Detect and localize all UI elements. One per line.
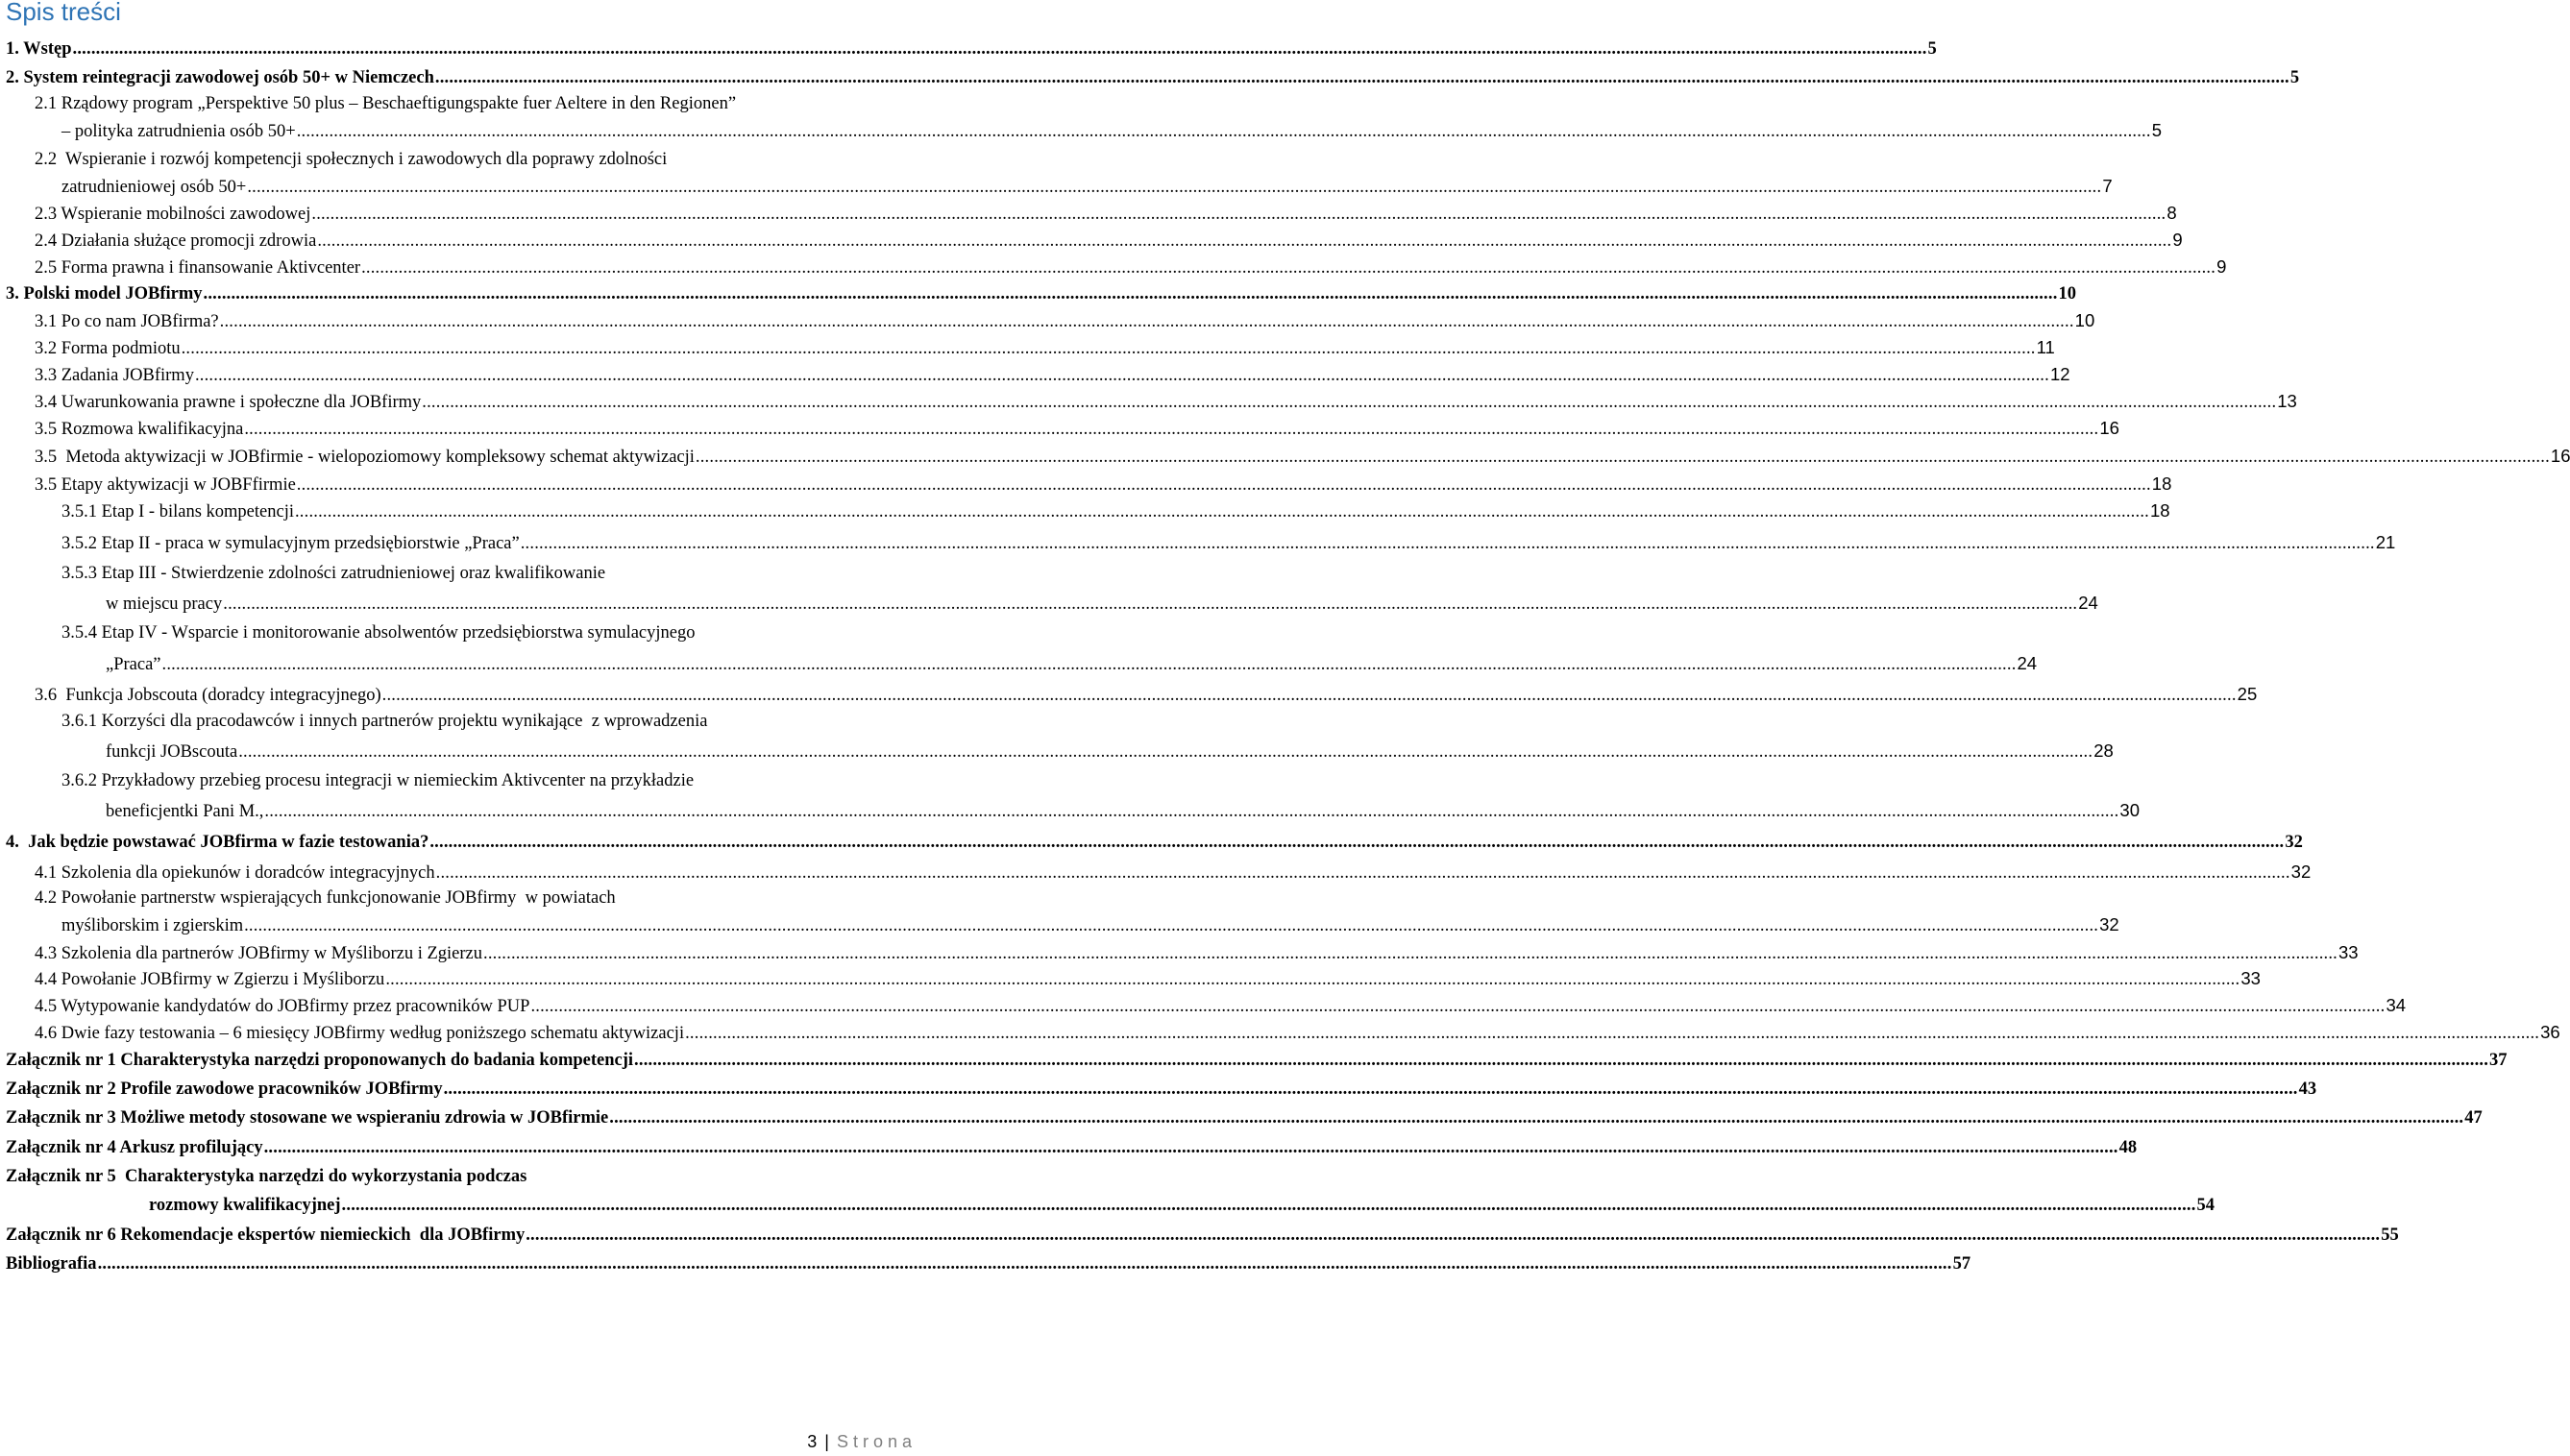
toc-entry[interactable] [106,798,2140,824]
toc-dot-leader: ................................................................................................................................................................................................................................................................................................................................................................................................................ [203,284,2058,303]
toc-dot-leader: ................................................................................................................................................................................................................................................................................................................................................................................................................ [609,1108,2464,1128]
toc-entry-page: 10 [2074,310,2095,330]
toc-entry[interactable] [6,830,2303,855]
toc-entry[interactable] [61,561,605,586]
toc-entry[interactable] [35,860,2312,886]
toc-entry[interactable] [6,281,2077,306]
toc-dot-leader: ................................................................................................................................................................................................................................................................................................................................................................................................................ [483,944,2337,963]
toc-entry-page: 5 [1927,39,1937,59]
toc-dot-leader: ................................................................................................................................................................................................................................................................................................................................................................................................................ [311,205,2166,224]
toc-entry-title: 4. Jak będzie powstawać JOBfirma w fazie testowania? [6,833,429,852]
toc-entry-title: 4.1 Szkolenia dla opiekunów i doradców integracyjnych [35,863,435,883]
toc-entry[interactable] [6,1164,526,1189]
toc-dot-leader: ................................................................................................................................................................................................................................................................................................................................................................................................................ [244,916,2099,935]
toc-entry-title: 2.5 Forma prawna i finansowanie Aktivcenter [35,258,361,278]
toc-entry-title: Załącznik nr 3 Możliwe metody stosowane we wspieraniu zdrowia w JOBfirmie [6,1108,609,1128]
toc-entry-title: beneficjentki Pani M., [106,802,264,821]
toc-dot-leader: ................................................................................................................................................................................................................................................................................................................................................................................................................ [434,68,2289,87]
toc-entry-title: 3.1 Po co nam JOBfirma? [35,312,219,331]
toc-dot-leader: ................................................................................................................................................................................................................................................................................................................................................................................................................ [244,420,2099,439]
toc-dot-leader: ................................................................................................................................................................................................................................................................................................................................................................................................................ [634,1051,2489,1070]
toc-dot-leader: ................................................................................................................................................................................................................................................................................................................................................................................................................ [72,39,1927,59]
toc-entry-title: 3.5.2 Etap II - praca w symulacyjnym przedsiębiorstwie „Praca” [61,534,520,553]
toc-entry-page: 25 [2237,684,2258,704]
toc-entry[interactable] [61,118,2162,144]
footer-page-number: 3 [807,1432,818,1451]
toc-entry-title: 4.2 Powołanie partnerstw wspierających funkcjonowanie JOBfirmy w powiatach [35,888,616,908]
toc-entry[interactable] [35,940,2359,966]
toc-entry[interactable] [149,1193,2215,1218]
toc-entry-title: 3.4 Uwarunkowania prawne i społeczne dla JOBfirmy [35,393,422,412]
toc-entry-title: rozmowy kwalifikacyjnej [149,1196,341,1215]
toc-entry[interactable] [35,335,2055,361]
toc-entry-title: 3.2 Forma podmiotu [35,339,181,358]
toc-dot-leader: ................................................................................................................................................................................................................................................................................................................................................................................................................ [685,1024,2540,1043]
toc-entry[interactable] [35,362,2070,388]
toc-entry-page: 18 [2149,500,2170,521]
toc-entry-title: 2.4 Działania służące promocji zdrowia [35,231,317,251]
toc-entry-title: 3.5.1 Etap I - bilans kompetencji [61,502,294,522]
toc-entry-title: 3.5 Metoda aktywizacji w JOBfirmie - wielopoziomowy kompleksowy schemat aktywizacji [35,448,695,467]
toc-entry[interactable] [6,1048,2508,1073]
toc-entry-page: 55 [2381,1225,2399,1245]
toc-entry-page: 32 [2285,833,2303,852]
toc-entry[interactable] [35,966,2261,992]
toc-entry-page: 36 [2540,1022,2560,1042]
toc-entry-page: 43 [2298,1080,2317,1099]
toc-entry[interactable] [106,739,2114,764]
toc-entry[interactable] [106,591,2098,617]
toc-entry-page: 18 [2151,473,2172,494]
toc-entry-page: 16 [2099,418,2119,438]
toc-dot-leader: ................................................................................................................................................................................................................................................................................................................................................................................................................ [520,534,2375,553]
toc-entry-title: 4.3 Szkolenia dla partnerów JOBfirmy w Myśliborzu i Zgierzu [35,944,482,963]
toc-entry-title: w miejscu pracy [106,595,223,614]
toc-dot-leader: ................................................................................................................................................................................................................................................................................................................................................................................................................ [443,1080,2298,1099]
toc-entry-title: 3.5 Etapy aktywizacji w JOBFfirmie [35,475,296,495]
toc-entry-title: 4.4 Powołanie JOBfirmy w Zgierzu i Myśliborzu [35,970,385,989]
toc-entry-page: 47 [2464,1108,2483,1128]
toc-dot-leader: ................................................................................................................................................................................................................................................................................................................................................................................................................ [296,122,2151,141]
toc-dot-leader: ................................................................................................................................................................................................................................................................................................................................................................................................................ [422,393,2277,412]
toc-entry[interactable] [35,91,736,116]
toc-entry-title: Załącznik nr 5 Charakterystyka narzędzi do wykorzystania podczas [6,1167,527,1186]
toc-entry[interactable] [6,1135,2138,1160]
toc-entry[interactable] [61,498,2170,524]
toc-entry-page: 9 [2172,230,2183,250]
toc-entry-page: 5 [2289,68,2300,87]
toc-dot-leader: ................................................................................................................................................................................................................................................................................................................................................................................................................ [385,970,2240,989]
toc-entry[interactable] [6,65,2300,90]
toc-entry-title: 3.5 Rozmowa kwalifikacyjna [35,420,244,439]
toc-entry-title: 3.6.1 Korzyści dla pracodawców i innych partnerów projektu wynikające z wprowadzenia [61,712,708,731]
toc-entry-page: 8 [2166,203,2177,223]
toc-entry-page: 28 [2093,740,2114,761]
toc-entry[interactable] [35,147,667,172]
toc-entry[interactable] [35,228,2183,254]
toc-entry-page: 34 [2386,995,2407,1015]
toc-entry-title: 4.6 Dwie fazy testowania – 6 miesięcy JOBfirmy według poniższego schematu aktywizacji [35,1024,685,1043]
toc-entry-title: – polityka zatrudnienia osób 50+ [61,122,296,141]
toc-dot-leader: ................................................................................................................................................................................................................................................................................................................................................................................................................ [435,863,2290,883]
toc-dot-leader: ................................................................................................................................................................................................................................................................................................................................................................................................................ [181,339,2036,358]
toc-entry-page: 33 [2338,942,2359,962]
toc-entry-title: 3.6 Funkcja Jobscouta (doradcy integracyjnego) [35,686,381,705]
toc-dot-leader: ................................................................................................................................................................................................................................................................................................................................................................................................................ [294,502,2149,522]
toc-entry-title: 4.5 Wytypowanie kandydatów do JOBfirmy przez pracowników PUP [35,997,530,1016]
toc-entry-page: 11 [2036,337,2055,357]
toc-entry-page: 54 [2196,1196,2215,1215]
toc-entry-title: Załącznik nr 2 Profile zawodowe pracowników JOBfirmy [6,1080,443,1099]
toc-entry[interactable] [61,620,696,645]
toc-entry-title: 1. Wstęp [6,39,72,59]
toc-entry[interactable] [61,912,2119,938]
toc-entry-title: Bibliografia [6,1254,97,1274]
toc-dot-leader: ................................................................................................................................................................................................................................................................................................................................................................................................................ [296,475,2151,495]
toc-entry[interactable] [35,389,2297,415]
toc-dot-leader: ................................................................................................................................................................................................................................................................................................................................................................................................................ [381,686,2237,705]
toc-entry-title: Załącznik nr 1 Charakterystyka narzędzi proponowanych do badania kompetencji [6,1051,634,1070]
toc-entry-page: 7 [2102,176,2113,196]
toc-entry-title: funkcji JOBscouta [106,742,238,762]
toc-entry[interactable] [35,886,616,910]
toc-dot-leader: ................................................................................................................................................................................................................................................................................................................................................................................................................ [238,742,2093,762]
toc-entry[interactable] [61,709,707,734]
toc-dot-leader: ................................................................................................................................................................................................................................................................................................................................................................................................................ [97,1254,1952,1274]
toc-dot-leader: ................................................................................................................................................................................................................................................................................................................................................................................................................ [341,1196,2196,1215]
toc-entry-page: 24 [2017,653,2038,673]
toc-entry[interactable] [6,36,1937,61]
toc-entry[interactable] [35,255,2227,280]
toc-dot-leader: ................................................................................................................................................................................................................................................................................................................................................................................................................ [263,1138,2118,1157]
toc-entry-title: Załącznik nr 6 Rekomendacje ekspertów niemieckich dla JOBfirmy [6,1225,526,1245]
toc-entry-title: 3.5.4 Etap IV - Wsparcie i monitorowanie absolwentów przedsiębiorstwa symulacyjnego [61,623,696,643]
page-title: Spis treści [6,0,121,26]
toc-entry-page: 33 [2240,968,2261,988]
toc-entry-title: 3.3 Zadania JOBfirmy [35,366,194,385]
toc-dot-leader: ................................................................................................................................................................................................................................................................................................................................................................................................................ [526,1225,2381,1245]
toc-dot-leader: ................................................................................................................................................................................................................................................................................................................................................................................................................ [161,655,2017,674]
toc-dot-leader: ................................................................................................................................................................................................................................................................................................................................................................................................................ [317,231,2172,251]
toc-entry[interactable] [6,1251,1971,1276]
toc-entry[interactable] [35,201,2177,227]
page-footer [807,1432,917,1452]
toc-dot-leader: ................................................................................................................................................................................................................................................................................................................................................................................................................ [695,448,2550,467]
toc-dot-leader: ................................................................................................................................................................................................................................................................................................................................................................................................................ [247,178,2102,197]
toc-entry-title: myśliborskim i zgierskim [61,916,244,935]
toc-dot-leader: ................................................................................................................................................................................................................................................................................................................................................................................................................ [361,258,2216,278]
toc-entry-page: 57 [1952,1254,1971,1274]
toc-entry-page: 32 [2099,914,2119,934]
toc-entry-title: 3.6.2 Przykładowy przebieg procesu integracji w niemieckim Aktivcenter na przykładzie [61,771,695,790]
toc-dot-leader: ................................................................................................................................................................................................................................................................................................................................................................................................................ [530,997,2386,1016]
toc-entry-title: 3. Polski model JOBfirmy [6,284,203,303]
toc-entry[interactable] [35,993,2407,1019]
toc-entry-page: 24 [2078,593,2098,613]
toc-entry[interactable] [35,308,2095,334]
toc-entry[interactable] [6,1077,2317,1102]
toc-entry[interactable] [61,768,694,793]
toc-entry[interactable] [35,1020,2560,1046]
toc-entry-page: 10 [2058,284,2077,303]
toc-entry-title: 2. System reintegracji zawodowej osób 50+ w Niemczech [6,68,434,87]
toc-entry-title: zatrudnieniowej osób 50+ [61,178,247,197]
toc-entry-title: 3.5.3 Etap III - Stwierdzenie zdolności zatrudnieniowej oraz kwalifikowanie [61,564,606,583]
toc-entry-page: 9 [2216,256,2227,277]
footer-separator: | [824,1432,829,1451]
toc-dot-leader: ................................................................................................................................................................................................................................................................................................................................................................................................................ [223,595,2078,614]
toc-dot-leader: ................................................................................................................................................................................................................................................................................................................................................................................................................ [194,366,2049,385]
toc-entry-title: 2.2 Wspieranie i rozwój kompetencji społecznych i zawodowych dla poprawy zdolności [35,150,668,169]
toc-entry-page: 16 [2550,446,2570,466]
toc-entry-title: Załącznik nr 4 Arkusz profilujący [6,1138,263,1157]
toc-entry-page: 5 [2151,120,2162,140]
toc-dot-leader: ................................................................................................................................................................................................................................................................................................................................................................................................................ [264,802,2119,821]
toc-entry-page: 48 [2118,1138,2138,1157]
toc-entry-title: 2.1 Rządowy program „Perspektive 50 plus – Beschaeftigungspakte fuer Aeltere in den Regionen” [35,94,737,113]
toc-dot-leader: ................................................................................................................................................................................................................................................................................................................................................................................................................ [219,312,2074,331]
toc-entry-title: 2.3 Wspieranie mobilności zawodowej [35,205,311,224]
toc-entry[interactable] [6,1223,2399,1248]
toc-entry-page: 37 [2489,1051,2508,1070]
toc-entry[interactable] [6,1105,2483,1130]
toc-entry-page: 13 [2277,391,2297,411]
toc-entry-page: 21 [2375,532,2396,552]
toc-entry[interactable] [35,444,2570,470]
toc-entry-title: „Praca” [106,655,161,674]
toc-entry[interactable] [35,682,2258,708]
toc-entry[interactable] [61,174,2113,200]
toc-entry-page: 12 [2049,364,2070,384]
toc-entry[interactable] [35,472,2172,497]
footer-label: Strona [836,1432,917,1451]
toc-entry[interactable] [35,416,2119,442]
toc-entry[interactable] [61,530,2396,556]
toc-entry-page: 32 [2290,861,2312,882]
toc-entry-page: 30 [2119,800,2140,820]
toc-dot-leader: ................................................................................................................................................................................................................................................................................................................................................................................................................ [429,833,2285,852]
toc-entry[interactable] [106,651,2038,677]
